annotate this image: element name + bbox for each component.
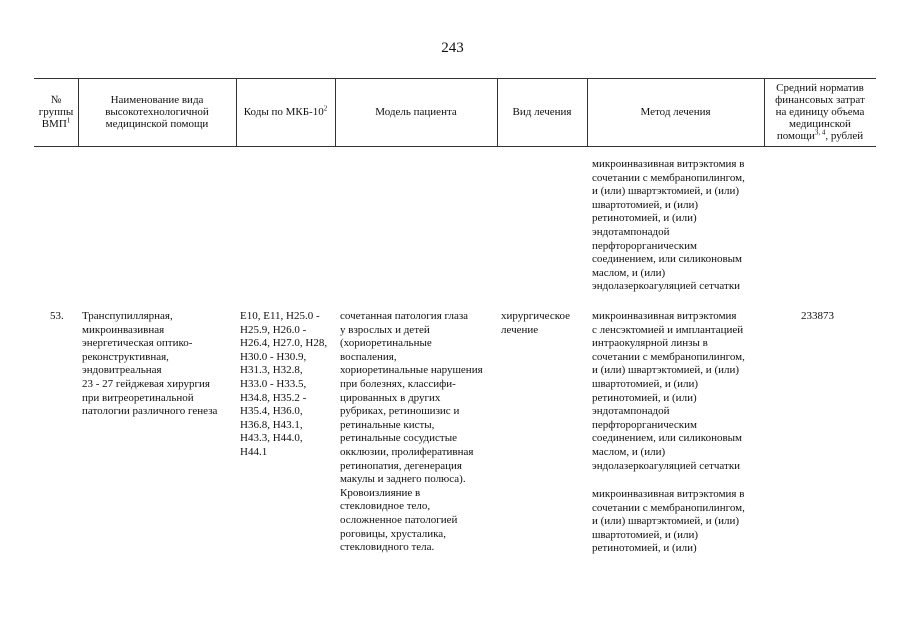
header-patient-model: Модель пациента [375, 106, 457, 118]
continuation-method-text: микроинвазивная витрэктомия в сочетании с мембранопилингом, и (или) швартэктомией, и (или) швартотомией, и (или) ретинотомией, и (или) эндотампонадой перфторорганическим соединением, или силиконовым маслом, и (или) эндолазеркоагуляцией сетчатки [592, 158, 745, 293]
header-treatment-type: Вид лечения [512, 106, 572, 118]
row-average-cost: 233873 [801, 310, 834, 322]
row-icd-codes: E10, E11, H25.0 - H25.9, H26.0 - H26.4, H27.0, H28, H30.0 - H30.9, H31.3, H32.8, H33.0 - H33.5, H34.8, H35.2 - H35.4, H36.0, H36.8, H43.1, H43.3, H44.0, H44.1 [240, 310, 328, 458]
header-group-number: № группы ВМП$^1$ [38, 94, 74, 130]
page-number: 243 [441, 40, 464, 56]
header-treatment-method: Метод лечения [640, 106, 711, 118]
row-treatment-method-2: микроинвазивная витрэктомия в сочетании с мембранопилингом, и (или) швартэктомией, и (или) швартотомией, и (или) ретинотомией, и (или) [592, 488, 745, 555]
header-bottom-border [34, 146, 876, 147]
row-treatment-method-1: микроинвазивная витрэктомия с ленсэктомией и имплантацией интраокулярной линзы в сочетании с мембранопилингом, и (или) швартэктомией, и (или) швартотомией, и (или) ретинотомией, и (или) эндотампонадой перфторорганическим соединением, или силиконовым маслом, и (или) эндолазеркоагуляцией сетчатки [592, 310, 745, 472]
header-average-cost: Средний норматив финансовых затрат на единицу объема медицинской помощи$^{3, 4}$, рублей [775, 82, 865, 142]
row-group-number: 53. [50, 310, 64, 322]
row-care-type: Транспупиллярная, микроинвазивная энергетическая оптико- реконструктивная, эндовитреальная 23 - 27 гейджевая хирургия при витреоретинальной патологии различного генеза [82, 310, 218, 418]
header-icd-codes: Коды по МКБ-$10^2$ [243, 104, 328, 118]
row-patient-model: сочетанная патология глаза у взрослых и детей (хориоретинальные воспаления, хориоретинальные нарушения при болезнях, классифи- цированных в других рубриках, ретиношизис и ретинальные кисты, ретинальные сосудистые окклюзии, пролиферативная ретинопатия, дегенерация макулы и заднего полюса). Кровоизлияние в стекловидное тело, осложненное патологией роговицы, хрусталика, стекловидного тела. [340, 310, 483, 554]
row-treatment-type: хирургическое лечение [501, 310, 571, 336]
header-care-type: Наименование вида высокотехнологичной медицинской помощи [105, 94, 209, 130]
